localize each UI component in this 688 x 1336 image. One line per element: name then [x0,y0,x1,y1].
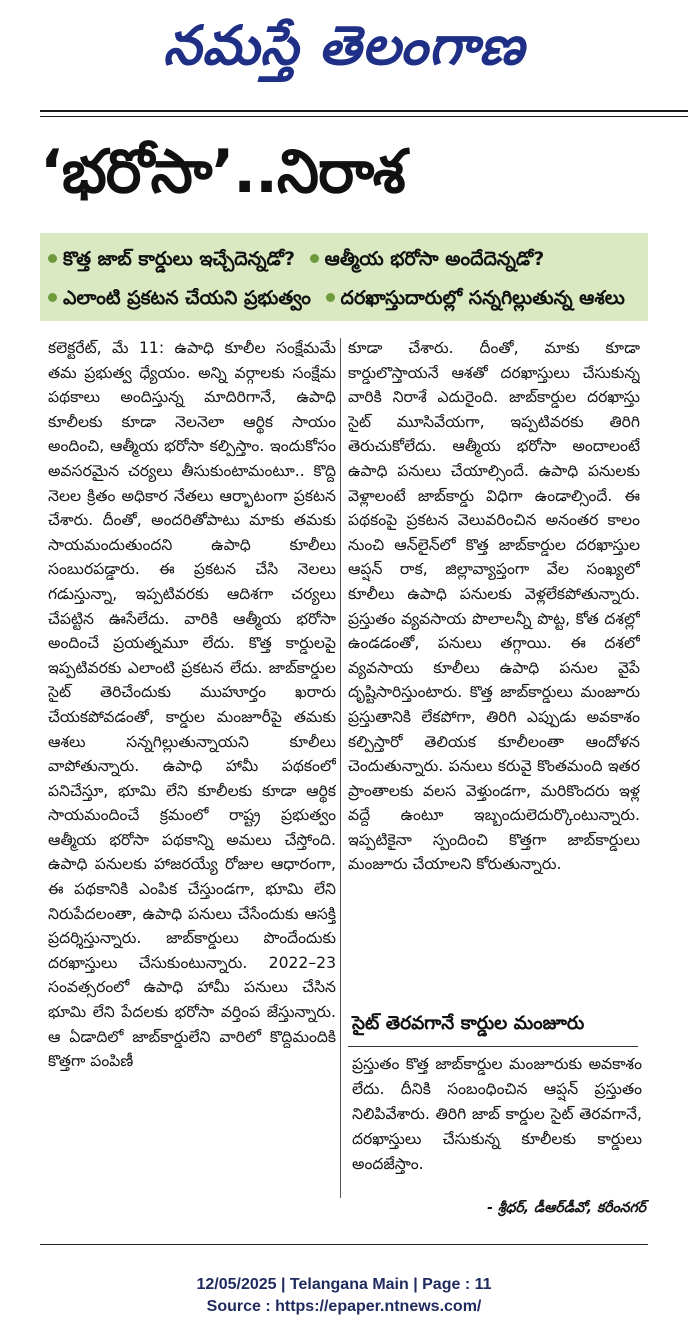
subheadline-row-1 [48,242,544,276]
top-rule-thick [40,110,688,112]
masthead-logo: నమస్తే తెలంగాణ [163,13,525,77]
box-quote-text: ప్రస్తుతం కొత్త జాబ్‌కార్డుల మంజూరుకు అవకాశం లేదు. దీనికి సంబంధించిన ఆప్షన్ ప్రస్తుతం నిలిపివేశారు. తిరిగి జాబ్ కార్డుల సైట్ తెరవగానే, దరఖాస్తులు చేసుకున్న కూలీలకు కార్డులు అందజేస్తాం. [352,1055,642,1173]
box-heading-rule [348,1046,638,1047]
article-body-text: కూడా చేశారు. దీంతో, మాకు కూడా కార్డులొస్తాయనే ఆశతో దరఖాస్తులు చేసుకున్న వారికి నిరాశే ఎదురైంది. జాబ్‌కార్డుల దరఖాస్తు సైట్ మూసివేయగా, ఇప్పటివరకు తిరిగి తెరుచుకోలేదు. ఆత్మీయ భరోసా అందాలంటే ఉపాధి పనులు చేయాల్సిందే. ఉపాధి పనులకు వెళ్లాలంటే జాబ్‌కార్డు విధిగా ఉండాల్సిందే. ఈ పథకంపై ప్రకటన వెలువరించిన అనంతర కాలం నుంచి ఆన్‌లైన్‌లో కొత్త జాబ్‌కార్డుల దరఖాస్తుల ఆప్షన్ రాక, జిల్లావ్యాప్తంగా వేల సంఖ్యలో కూలీలు ఉపాధి పనులకు వెళ్లలేకపోతున్నారు. ప్రస్తుతం వ్యవసాయ పొలాలన్నీ పొట్ట, కోత దశల్లో ఉండడంతో, పనులు తగ్గాయి. ఈ దశలో వ్యవసాయ కూలీలు ఉపాధి పనుల వైపే దృష్టిసారిస్తుంటారు. కొత్త జాబ్‌కార్డులు మంజూరు ప్రస్తుతానికి లేకపోగా, తిరిగి ఎప్పుడు అవకాశం కల్పిస్తారో తెలియక కూలీలంతా ఆందోళన చెందుతున్నారు. పనులు కరువై కొంతమంది ఇతర ప్రాంతాలకు వలస వెళ్తుండగా, మరికొందరు ఇళ్ల వద్దే ఉంటూ ఇబ్బందులెదుర్కొంటున్నారు. ఇప్పటికైనా స్పందించి కొత్తగా జాబ్‌కార్డులు మంజూరు చేయాలని కోరుతున్నారు. [348,339,640,874]
bullet-icon [48,254,57,263]
bullet-icon [326,293,335,302]
subheadline-row-2 [48,281,625,315]
subheadline-item: కొత్త జాబ్ కార్డులు ఇచ్చేదెన్నడో? [63,248,296,270]
footer-rule [40,1244,648,1245]
article-body-text: కలెక్టరేట్, మే 11: ఉపాధి కూలీల సంక్షేమమే తమ ప్రభుత్వ ధ్యేయం. అన్ని వర్గాలకు సంక్షేమ పథకాలు అందిస్తున్న మాదిరిగానే, ఉపాధి కూలీలకు కూడా నెలనెలా ఆర్థిక సాయం అందించి, ఆత్మీయ భరోసా కల్పిస్తాం. ఇందుకోసం అవసరమైన చర్యలు తీసుకుంటామంటూ.. కొద్ది నెలల క్రితం అధికార నేతలు ఆర్భాటంగా ప్రకటన చేశారు. దీంతో, అందరితోపాటు మాకు తమకు సాయమందుతుందని ఉపాధి కూలీలు సంబురపడ్డారు. ఈ ప్రకటన చేసి నెలలు గడుస్తున్నా, ఇప్పటివరకు ఆదిశగా చర్యలు చేపట్టిన ఊసేలేదు. వారికి ఆత్మీయ భరోసా అందించే ప్రయత్నమూ లేదు. కొత్త కార్డులపై ఇప్పటివరకు ఎలాంటి ప్రకటన లేదు. జాబ్‌కార్డుల సైట్ తెరిచేందుకు ముహూర్తం ఖరారు చేయకపోవడంతో, కార్డుల మంజూరీపై తమకు ఆశలు సన్నగిల్లుతున్నాయని కూలీలు వాపోతున్నారు. ఉపాధి హామీ పథకంలో పనిచేస్తూ, భూమి లేని కూలీలకు కూడా ఆర్థిక సాయమందించే క్రమంలో రాష్ట్ర ప్రభుత్వం ఆత్మీయ భరోసా పథకాన్ని అమలు చేస్తోంది. ఉపాధి పనులకు హాజరయ్యే రోజుల ఆధారంగా, ఈ పథకానికి ఎంపిక చేస్తుండగా, భూమి లేని నిరుపేదలంతా, ఉపాధి పనులు చేసేందుకు ఆసక్తి ప్రదర్శిస్తున్నారు. జాబ్‌కార్డులు పొందేందుకు దరఖాస్తులు చేసుకుంటున్నారు. 2022–23 సంవత్సరంలో ఉపాధి హామీ పనులు చేసిన భూమి లేని పేదలకు భరోసా వర్తింప జేస్తున్నారు. ఆ ఏడాదిలో జాబ్‌కార్డులేని వారిలో కొద్దిమందికి కొత్తగా పంపిణీ [48,339,336,1071]
subheadline-item: ఎలాంటి ప్రకటన చేయని ప్రభుత్వం [63,287,311,309]
article-column-2 [348,336,640,1002]
article-column-1 [48,336,336,1212]
box-heading: సైట్ తెరవగానే కార్డుల మంజూరు [352,1013,585,1034]
subheadline-box [40,233,648,321]
subheadline-item: దరఖాస్తుదారుల్లో సన్నగిల్లుతున్న ఆశలు [340,287,625,309]
footer-source-link[interactable]: Source : https://epaper.ntnews.com/ [206,1298,482,1315]
article-headline: ‘భరోసా’..నిరాశ [40,137,405,207]
bullet-icon [48,293,57,302]
bullet-icon [310,254,319,263]
footer-edition-info: 12/05/2025 | Telangana Main | Page : 11 [196,1276,492,1293]
top-rule-thin [40,116,688,117]
byline: - శ్రీధర్, డీఆర్‌డీవో, కరీంనగర్ [487,1200,646,1216]
column-divider [340,338,341,1198]
subheadline-item: ఆత్మీయ భరోసా అందేదెన్నడో? [324,248,545,270]
